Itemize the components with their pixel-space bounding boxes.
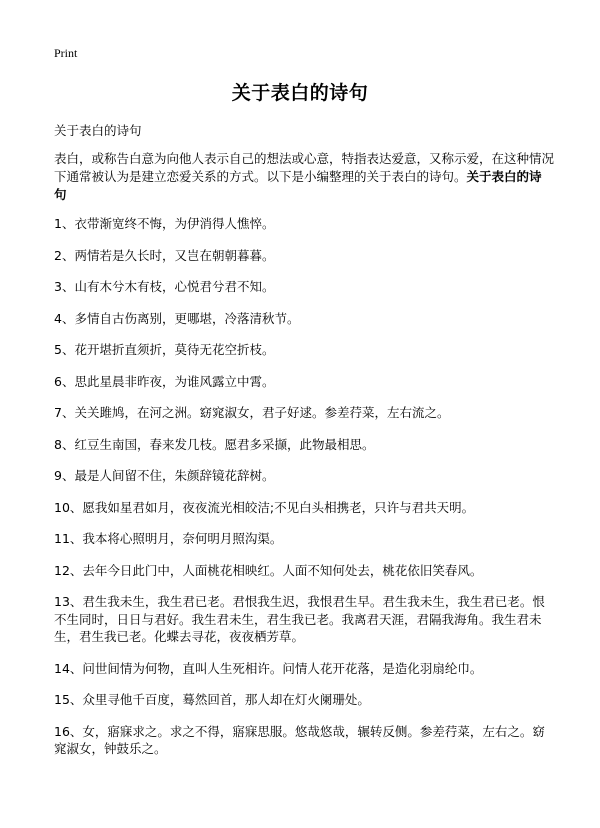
list-item: 6、思此星晨非昨夜，为谁风露立中霄。 — [54, 373, 275, 389]
list-item: 4、多情自古伤离别，更哪堪，冷落清秋节。 — [54, 310, 300, 326]
list-item: 7、关关雎鸠，在河之洲。窈窕淑女，君子好逑。参差荇菜，左右流之。 — [54, 405, 450, 420]
list-item: 5、花开堪折直须折，莫待无花空折枝。 — [54, 342, 275, 357]
list-item: 12、去年今日此门中，人面桃花相映红。人面不知何处去，桃花依旧笑春风。 — [54, 562, 483, 578]
list-item: 13、君生我未生，我生君已老。君恨我生迟，我恨君生早。君生我未生，我生君已老。恨不生同时，日日与君好。我生君未生，君生我已老。我离君天涯，君隔我海角。我生君未生，君生我已老。化蝶去寻花，夜夜栖芳草。 — [54, 594, 545, 644]
list-item: 14、问世间情为何物，直叫人生死相许。问情人花开花落，是造化羽扇纶巾。 — [54, 660, 483, 676]
list-item: 3、山有木兮木有枝，心悦君兮君不知。 — [54, 279, 275, 294]
list-item: 9、最是人间留不住，朱颜辞镜花辞树。 — [54, 468, 275, 483]
list-item: 15、众里寻他千百度，蓦然回首，那人却在灯火阑珊处。 — [54, 692, 370, 707]
intro-text: 表白，或称告白意为向他人表示自己的想法或心意，特指表达爱意，又称示爱，在这种情况下通常被认为是建立恋爱关系的方式。以下是小编整理的关于表白的诗句。 — [54, 151, 555, 184]
list-item: 1、衣带渐宽终不悔，为伊消得人憔悴。 — [54, 216, 275, 231]
document-subtitle: 关于表白的诗句 — [54, 123, 142, 138]
list-item: 11、我本将心照明月，奈何明月照沟渠。 — [54, 531, 283, 546]
page-title: 关于表白的诗句 — [231, 82, 369, 104]
print-label[interactable]: Print — [54, 46, 78, 60]
poem-list — [54, 215, 554, 772]
list-item: 10、愿我如星君如月，夜夜流光相皎洁;不见白头相携老，只许与君共天明。 — [54, 499, 475, 515]
intro-bold-heading: 关于表白的诗句 — [54, 169, 542, 202]
intro-paragraph — [54, 150, 554, 204]
list-item: 2、两情若是久长时，又岂在朝朝暮暮。 — [54, 247, 275, 263]
list-item: 8、红豆生南国，春来发几枝。愿君多采撷，此物最相思。 — [54, 436, 375, 452]
list-item: 16、女，寤寐求之。求之不得，寤寐思服。悠哉悠哉，辗转反侧。参差荇菜，左右之。窈窕淑女，钟鼓乐之。 — [54, 723, 545, 756]
